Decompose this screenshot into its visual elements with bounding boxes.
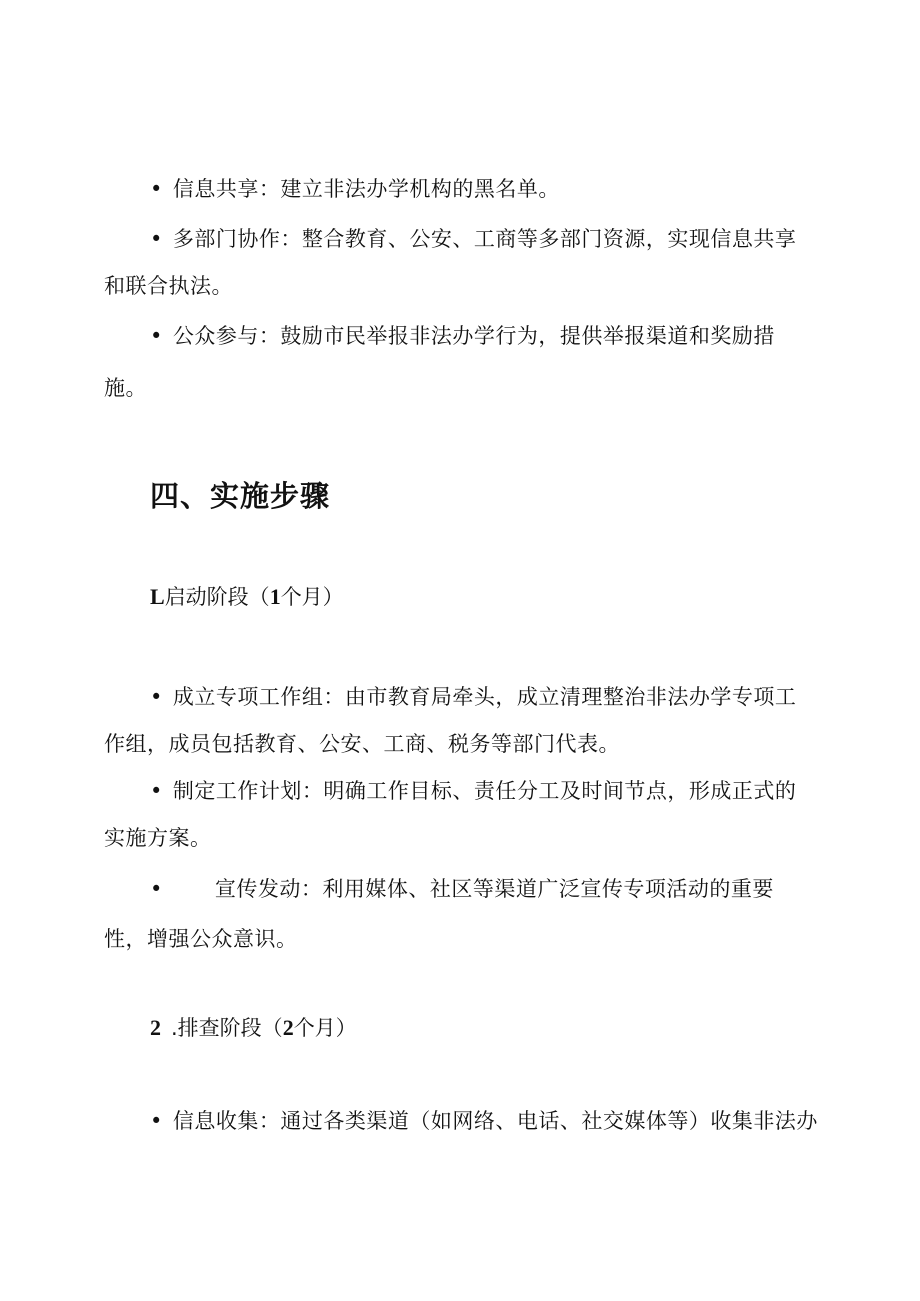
bullet-publicity-l1 [150,875,774,903]
phase-duration-number: 1 [269,584,281,609]
bullet-text: 多部门协作：整合教育、公安、工商等多部门资源，实现信息共享 [172,227,797,251]
bullet-text: 施。 [104,376,147,400]
bullet-work-plan-l2 [104,824,212,852]
bullet-text: 实施方案。 [104,826,212,850]
bullet-dot: • [150,1109,163,1133]
bullet-info-sharing [150,175,560,203]
bullet-working-group-l2 [104,730,620,758]
bullet-public-participation-l1 [150,322,775,350]
bullet-text: 和联合执法。 [104,274,233,298]
phase-title: .排查阶段（ [171,1016,283,1040]
bullet-text: 信息收集：通过各类渠道（如网络、电话、社交媒体等）收集非法办 [172,1109,818,1133]
bullet-text: 作组，成员包括教育、公安、工商、税务等部门代表。 [104,732,620,756]
bullet-multi-department-l1 [150,225,796,253]
bullet-dot: • [150,779,163,803]
phase-duration-number: 2 [282,1015,294,1040]
bullet-text: 宣传发动：利用媒体、社区等渠道广泛宣传专项活动的重要 [214,877,774,901]
bullet-dot: • [150,685,163,709]
phase-1-title [150,583,344,611]
phase-duration-unit: 个月） [293,1016,357,1040]
bullet-text: 公众参与：鼓励市民举报非法办学行为，提供举报渠道和奖励措 [172,324,775,348]
phase-number: 2 [150,1015,161,1040]
bullet-dot: • [150,324,163,348]
bullet-text: 制定工作计划：明确工作目标、责任分工及时间节点，形成正式的 [172,779,797,803]
bullet-publicity-l2 [104,925,298,953]
bullet-dot: • [150,877,163,901]
bullet-work-plan-l1 [150,777,796,805]
bullet-text: 信息共享：建立非法办学机构的黑名单。 [172,177,560,201]
bullet-multi-department-l2 [104,272,233,300]
bullet-text: 成立专项工作组：由市教育局牵头，成立清理整治非法办学专项工 [172,685,797,709]
bullet-info-collection-l1 [150,1107,818,1135]
bullet-dot: • [150,227,163,251]
bullet-text: 性，增强公众意识。 [104,927,298,951]
bullet-public-participation-l2 [104,374,147,402]
phase-duration-unit: 个月） [280,585,344,609]
phase-title: 启动阶段（ [164,585,270,609]
bullet-working-group-l1 [150,683,796,711]
phase-number: L [150,584,165,609]
bullet-dot: • [150,177,163,201]
section-heading: 四、实施步骤 [150,479,331,513]
phase-2-title [150,1014,357,1042]
